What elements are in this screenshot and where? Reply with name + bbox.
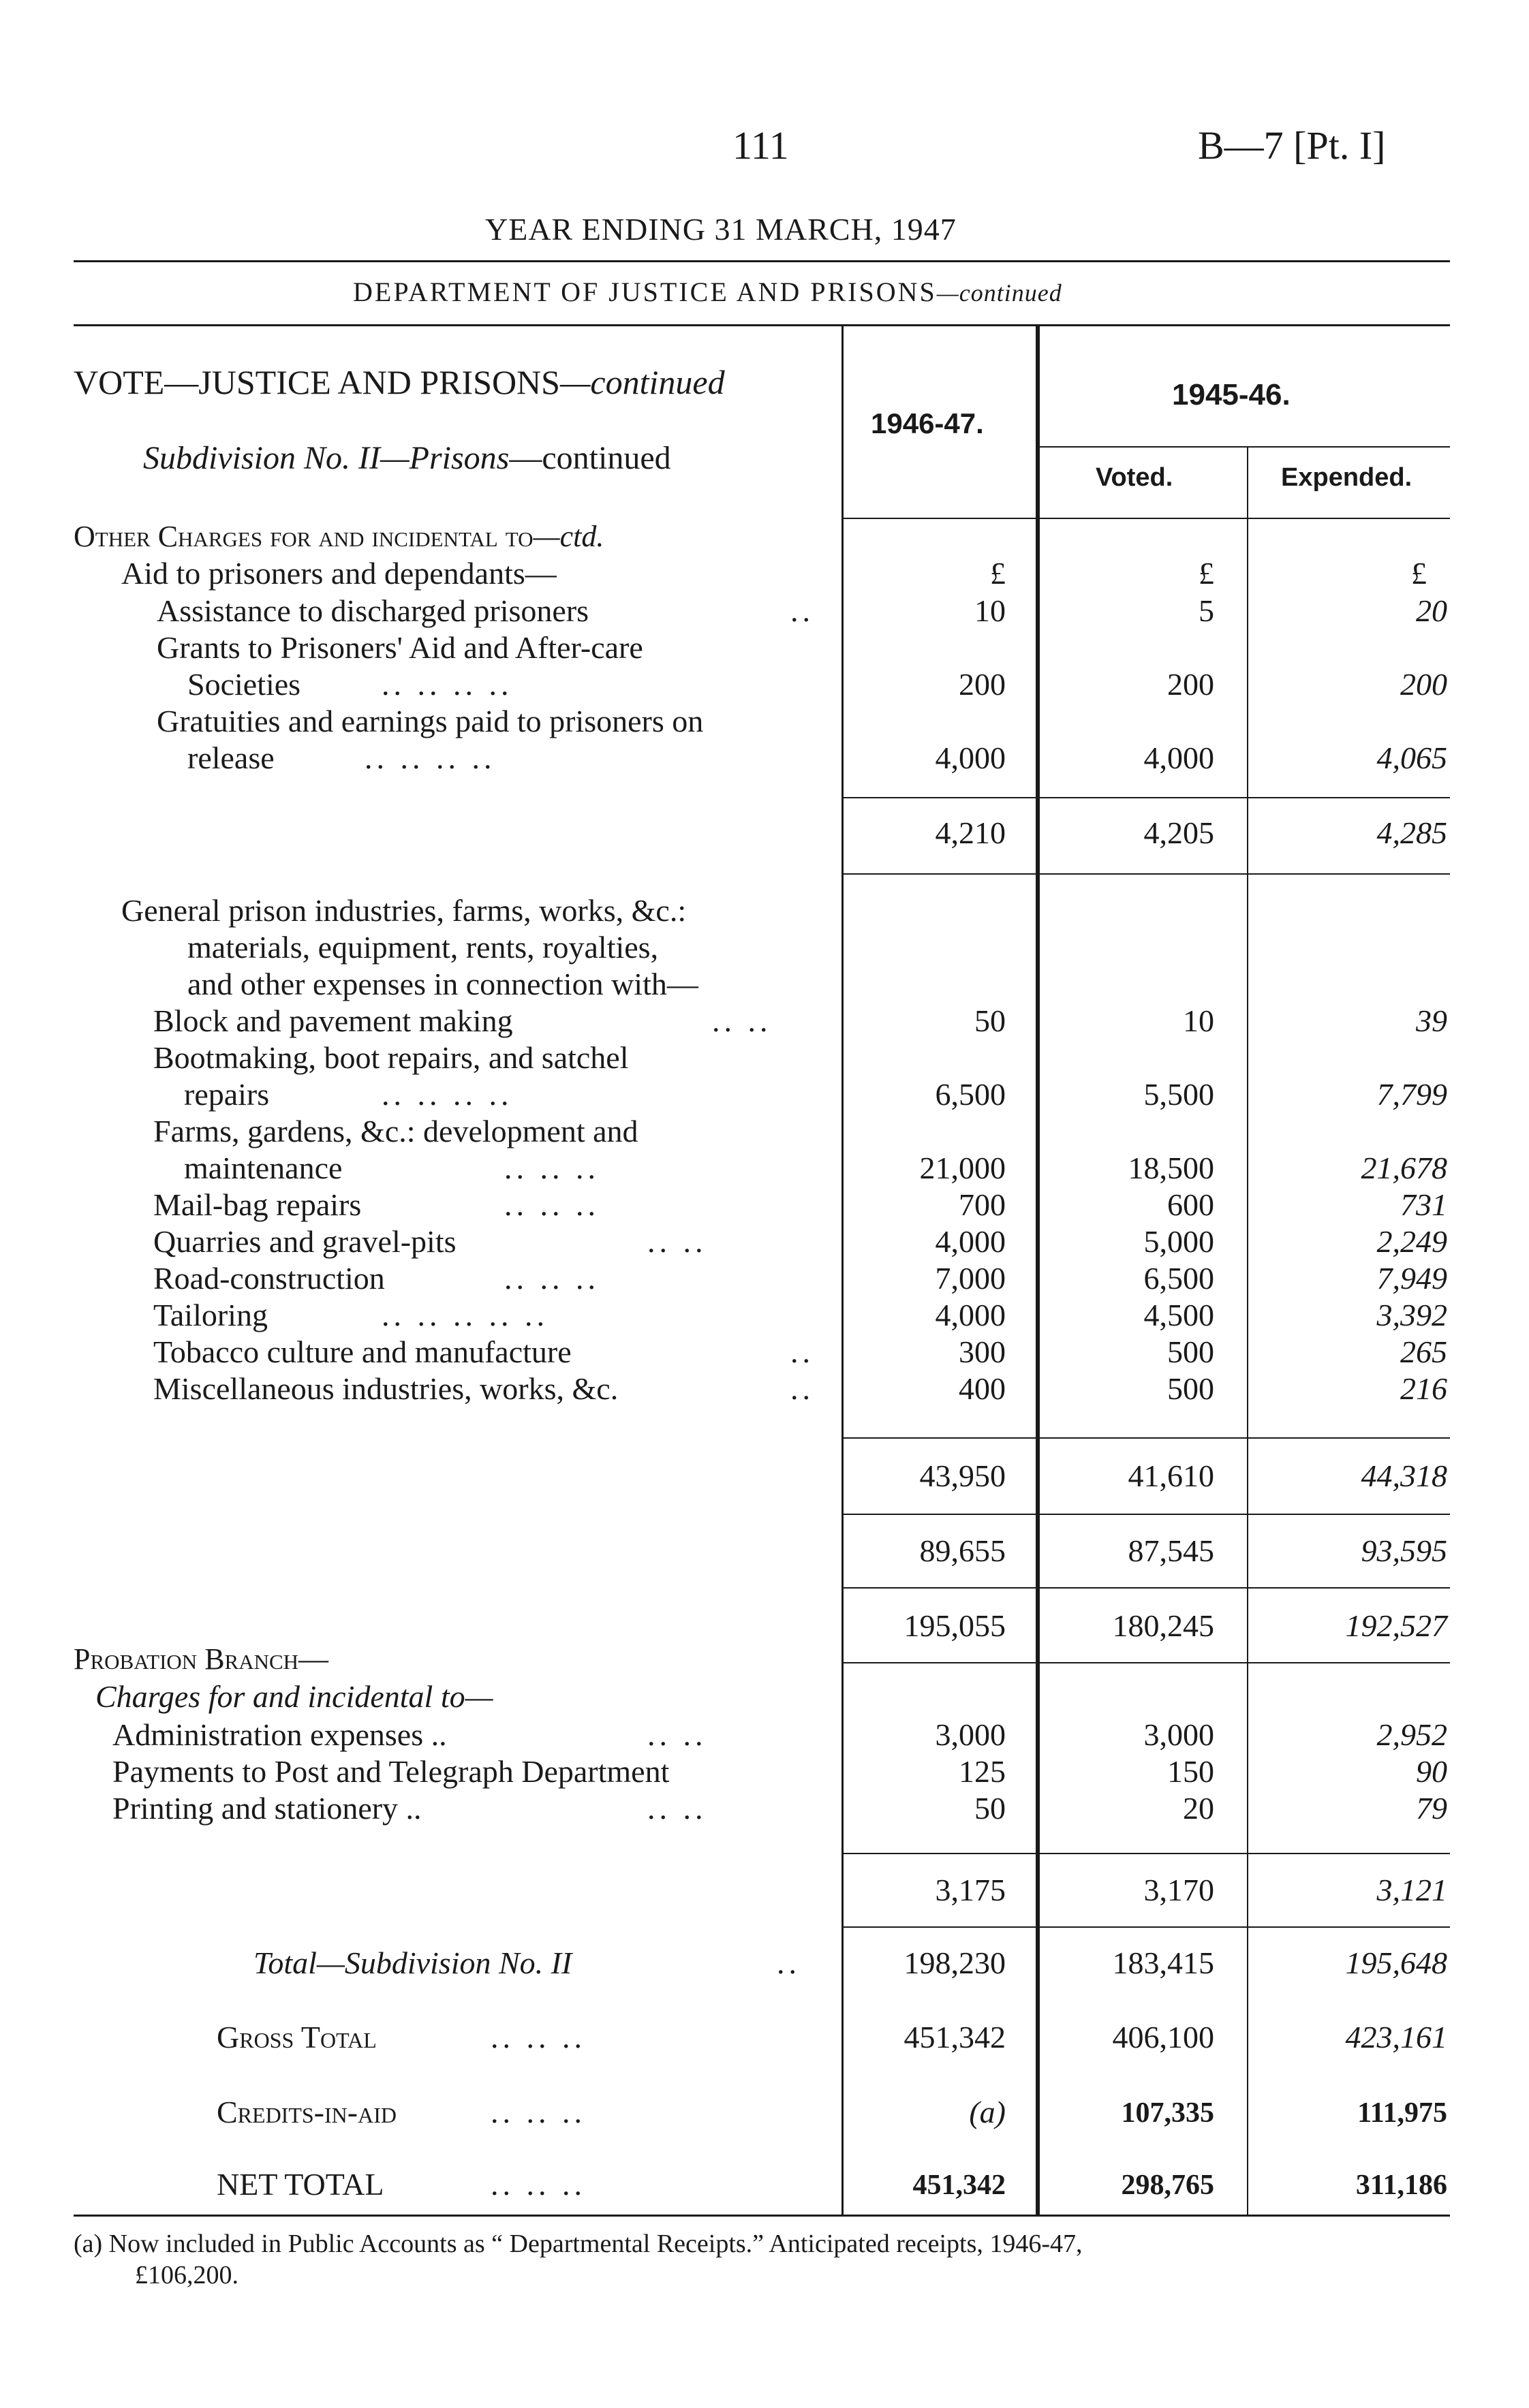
row-assistance-voted: 5 xyxy=(1199,593,1214,628)
net-total-voted: 298,765 xyxy=(1121,2170,1214,2201)
running-total-voted: 180,245 xyxy=(1112,1608,1214,1643)
aid-total-1946-47: 4,210 xyxy=(935,815,1006,850)
row-tailoring-dots: .. .. .. .. .. xyxy=(382,1298,549,1332)
row-printing-1946-47: 50 xyxy=(974,1791,1006,1826)
credits-voted: 107,335 xyxy=(1121,2097,1214,2129)
row-mailbag-dots: .. .. .. xyxy=(504,1187,600,1222)
row-post-1946-47: 125 xyxy=(959,1754,1006,1789)
industries-total-voted: 41,610 xyxy=(1128,1458,1214,1493)
row-quarries-dots: .. .. xyxy=(647,1224,707,1259)
row-tobacco-label: Tobacco culture and manufacture xyxy=(153,1334,572,1369)
net-total-dots: .. .. .. xyxy=(491,2167,586,2202)
table-bottom-rule xyxy=(74,2215,1450,2217)
running-total-expended: 192,527 xyxy=(1345,1608,1447,1643)
row-gratuities-expended: 4,065 xyxy=(1376,740,1447,775)
row-tailoring-1946-47: 4,000 xyxy=(935,1298,1006,1332)
row-misc-voted: 500 xyxy=(1167,1371,1214,1406)
row-road-label: Road-construction xyxy=(153,1261,385,1296)
row-grants-dots: .. .. .. .. xyxy=(382,667,513,702)
column-header-voted: Voted. xyxy=(1096,463,1173,492)
gross-total-dots: .. .. .. xyxy=(491,2020,586,2054)
probation-total-voted: 3,170 xyxy=(1143,1873,1214,1907)
running-total-1946-47: 195,055 xyxy=(904,1608,1006,1643)
row-tailoring-voted: 4,500 xyxy=(1143,1298,1214,1332)
row-mailbag-label: Mail-bag repairs xyxy=(153,1187,362,1222)
year-heading: YEAR ENDING 31 MARCH, 1947 xyxy=(485,212,957,247)
row-post-expended: 90 xyxy=(1416,1754,1447,1789)
credits-dots: .. .. .. xyxy=(491,2095,586,2129)
credits-1946-47: (a) xyxy=(969,2095,1006,2129)
row-road-1946-47: 7,000 xyxy=(935,1261,1006,1296)
row-boot-1946-47: 6,500 xyxy=(935,1077,1006,1112)
gross-total-label: Gross Total xyxy=(217,2020,377,2054)
row-post-label: Payments to Post and Telegraph Department xyxy=(112,1754,670,1789)
row-quarries-1946-47: 4,000 xyxy=(935,1224,1006,1259)
document-reference: B—7 [Pt. I] xyxy=(1198,123,1386,168)
probation-heading: Probation Branch— xyxy=(74,1642,329,1676)
probation-charges-heading: Charges for and incidental to— xyxy=(95,1679,493,1714)
row-mailbag-voted: 600 xyxy=(1167,1187,1214,1222)
department-name: DEPARTMENT OF JUSTICE AND PRISONS xyxy=(353,277,937,307)
row-admin-label: Administration expenses .. xyxy=(112,1717,447,1752)
row-grants-line1: Grants to Prisoners' Aid and After-care xyxy=(157,630,643,665)
row-misc-label: Miscellaneous industries, works, &c. xyxy=(153,1371,619,1406)
other-charges-heading xyxy=(74,519,604,554)
row-admin-voted: 3,000 xyxy=(1143,1717,1214,1752)
total-subdivision-dots: .. xyxy=(777,1945,801,1980)
row-boot-line1: Bootmaking, boot repairs, and satchel xyxy=(153,1040,629,1075)
row-block-expended: 39 xyxy=(1416,1003,1447,1038)
row-mailbag-expended: 731 xyxy=(1400,1187,1447,1222)
row-assistance-1946-47: 10 xyxy=(974,593,1006,628)
row-farms-label: maintenance xyxy=(184,1151,343,1185)
row-tailoring-label: Tailoring xyxy=(153,1298,268,1332)
row-block-1946-47: 50 xyxy=(974,1003,1006,1038)
row-gratuities-dots: .. .. .. .. xyxy=(365,740,496,775)
row-boot-voted: 5,500 xyxy=(1143,1077,1214,1112)
row-tobacco-voted: 500 xyxy=(1167,1334,1214,1369)
currency-1946-47: £ xyxy=(990,556,1006,591)
row-admin-expended: 2,952 xyxy=(1376,1717,1447,1752)
column-header-1946-47: 1946-47. xyxy=(871,407,984,439)
combined-total-1946-47: 89,655 xyxy=(919,1533,1006,1568)
total-subdivision-expended: 195,648 xyxy=(1345,1945,1447,1980)
other-charges-ctd: —ctd. xyxy=(533,520,604,553)
subdivision-continued: —continued xyxy=(509,440,671,476)
aid-subtotal-rule xyxy=(843,797,1450,798)
currency-expended: £ xyxy=(1411,556,1427,591)
net-total-label: NET TOTAL xyxy=(217,2167,384,2202)
row-assistance-label: Assistance to discharged prisoners xyxy=(157,593,589,628)
probation-total-rule xyxy=(843,1926,1450,1928)
row-quarries-voted: 5,000 xyxy=(1143,1224,1214,1259)
industries-heading-line3: and other expenses in connection with— xyxy=(187,967,698,1001)
row-admin-dots: .. .. xyxy=(647,1717,707,1752)
row-tobacco-1946-47: 300 xyxy=(959,1334,1006,1369)
row-boot-label: repairs xyxy=(184,1077,270,1112)
row-boot-expended: 7,799 xyxy=(1376,1077,1447,1112)
probation-total-expended: 3,121 xyxy=(1376,1873,1447,1907)
row-grants-label: Societies xyxy=(187,667,301,702)
row-tailoring-expended: 3,392 xyxy=(1376,1298,1447,1332)
row-boot-dots: .. .. .. .. xyxy=(382,1077,513,1112)
row-admin-1946-47: 3,000 xyxy=(935,1717,1006,1752)
row-block-label: Block and pavement making xyxy=(153,1003,513,1038)
industries-heading-line2: materials, equipment, rents, royalties, xyxy=(187,930,659,965)
row-quarries-label: Quarries and gravel-pits xyxy=(153,1224,457,1259)
combined-total-expended: 93,595 xyxy=(1361,1533,1447,1568)
row-printing-dots: .. .. xyxy=(647,1791,707,1826)
aid-total-expended: 4,285 xyxy=(1376,815,1447,850)
combined-total-voted: 87,545 xyxy=(1128,1533,1214,1568)
vote-title-text: VOTE—JUSTICE AND PRISONS xyxy=(74,363,560,401)
currency-voted: £ xyxy=(1199,556,1214,591)
footnote-line2: £106,200. xyxy=(135,2261,238,2289)
row-gratuities-voted: 4,000 xyxy=(1143,740,1214,775)
row-misc-1946-47: 400 xyxy=(959,1371,1006,1406)
column-header-expended: Expended. xyxy=(1281,463,1412,492)
row-printing-label: Printing and stationery .. xyxy=(112,1791,422,1826)
row-gratuities-label: release xyxy=(187,740,275,775)
row-farms-1946-47: 21,000 xyxy=(919,1151,1006,1185)
gross-total-expended: 423,161 xyxy=(1345,2020,1447,2054)
row-grants-expended: 200 xyxy=(1400,667,1447,702)
row-gratuities-1946-47: 4,000 xyxy=(935,740,1006,775)
row-post-voted: 150 xyxy=(1167,1754,1214,1789)
industries-heading-line1: General prison industries, farms, works, &c.: xyxy=(121,893,687,928)
row-assistance-expended: 20 xyxy=(1416,593,1447,628)
row-road-dots: .. .. .. xyxy=(504,1261,600,1296)
row-block-dots: .. .. xyxy=(712,1003,772,1038)
aid-heading: Aid to prisoners and dependants— xyxy=(121,556,557,591)
credits-label: Credits-in-aid xyxy=(217,2095,397,2129)
probation-total-1946-47: 3,175 xyxy=(935,1873,1006,1907)
page-number: 111 xyxy=(732,123,789,168)
voted-expended-rule xyxy=(1038,446,1450,448)
industries-total-1946-47: 43,950 xyxy=(919,1458,1006,1493)
net-total-expended: 311,186 xyxy=(1355,2170,1447,2201)
department-continued: —continued xyxy=(936,279,1062,307)
row-gratuities-line1: Gratuities and earnings paid to prisoners on xyxy=(157,704,704,738)
row-grants-1946-47: 200 xyxy=(959,667,1006,702)
aid-total-rule xyxy=(843,873,1450,875)
industries-subtotal-rule xyxy=(843,1437,1450,1439)
column-header-1945-46: 1945-46. xyxy=(1172,378,1291,411)
running-total-rule xyxy=(843,1662,1450,1663)
row-farms-expended: 21,678 xyxy=(1361,1151,1447,1185)
row-misc-expended: 216 xyxy=(1400,1371,1447,1406)
subdivision-title: Subdivision No. II—Prisons xyxy=(143,440,510,476)
total-subdivision-1946-47: 198,230 xyxy=(904,1945,1006,1980)
industries-total-expended: 44,318 xyxy=(1361,1458,1447,1493)
row-printing-voted: 20 xyxy=(1183,1791,1214,1826)
row-road-voted: 6,500 xyxy=(1143,1261,1214,1296)
row-quarries-expended: 2,249 xyxy=(1376,1224,1447,1259)
gross-total-voted: 406,100 xyxy=(1112,2020,1214,2054)
subdivision-heading xyxy=(143,439,671,477)
header-rule-top xyxy=(74,260,1450,262)
row-tobacco-dots: .. xyxy=(790,1334,814,1369)
row-farms-dots: .. .. .. xyxy=(504,1151,600,1185)
industries-total-rule xyxy=(843,1514,1450,1515)
gross-total-1946-47: 451,342 xyxy=(904,2020,1006,2054)
row-mailbag-1946-47: 700 xyxy=(959,1187,1006,1222)
row-assistance-dots: .. xyxy=(790,593,814,628)
row-farms-line1: Farms, gardens, &c.: development and xyxy=(153,1114,638,1148)
column-heading-rule xyxy=(843,518,1450,519)
vote-title xyxy=(74,362,725,402)
row-block-voted: 10 xyxy=(1183,1003,1214,1038)
footnote-line1: (a) Now included in Public Accounts as “ Departmental Receipts.” Anticipated receipts, 1946-47, xyxy=(74,2230,1083,2258)
total-subdivision-voted: 183,415 xyxy=(1112,1945,1214,1980)
aid-total-voted: 4,205 xyxy=(1143,815,1214,850)
row-farms-voted: 18,500 xyxy=(1128,1151,1214,1185)
probation-subtotal-rule xyxy=(843,1853,1450,1854)
department-heading xyxy=(353,276,1062,308)
row-misc-dots: .. xyxy=(790,1371,814,1406)
net-total-1946-47: 451,342 xyxy=(912,2170,1006,2201)
combined-total-rule xyxy=(843,1587,1450,1589)
row-road-expended: 7,949 xyxy=(1376,1261,1447,1296)
row-tobacco-expended: 265 xyxy=(1400,1334,1447,1369)
row-grants-voted: 200 xyxy=(1167,667,1214,702)
row-printing-expended: 79 xyxy=(1416,1791,1447,1826)
other-charges-text: Other Charges for and incidental to xyxy=(74,520,534,553)
credits-expended: 111,975 xyxy=(1357,2097,1447,2129)
vote-title-continued: —continued xyxy=(559,363,725,401)
total-subdivision-label: Total—Subdivision No. II xyxy=(253,1945,572,1980)
header-rule-bottom xyxy=(74,324,1450,326)
